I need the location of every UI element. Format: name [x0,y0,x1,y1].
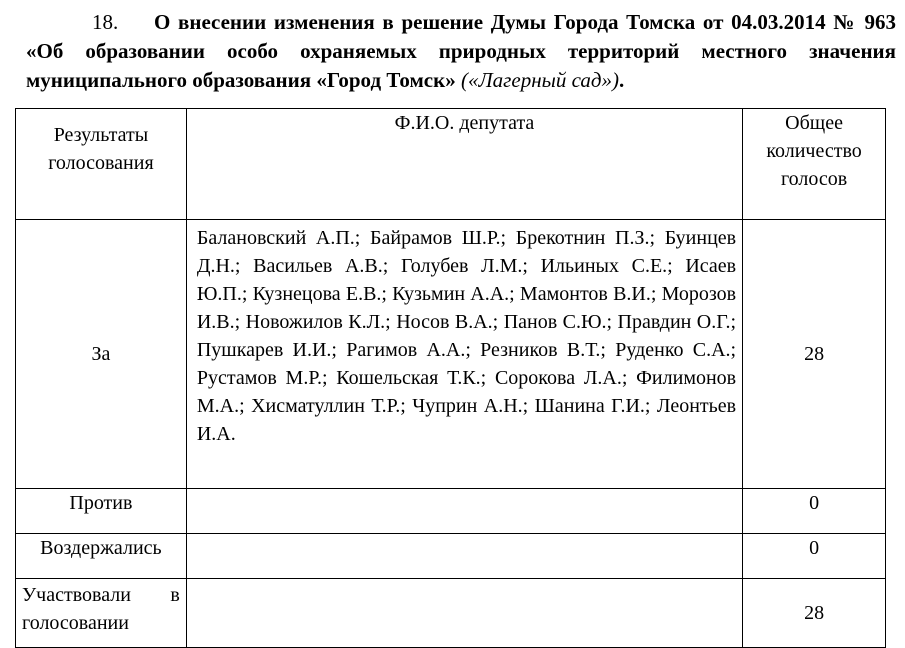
item-title: О внесении изменения в решение Думы Города Томска от 04.03.2014 № 963 «Об образовании особо охраняемых природных территорий местного значения муниципального образования «Город Томск» [26,10,896,92]
deputies-cell: Балановский А.П.; Байрамов Ш.Р.; Брекотнин П.З.; Буинцев Д.Н.; Васильев А.В.; Голубев Л.М.; Ильиных С.Е.; Исаев Ю.П.; Кузнецова Е.В.; Кузьмин А.А.; Мамонтов В.И.; Морозов И.В.; Новожилов К.Л.; Носов В.А.; Панов С.Ю.; Правдин О.Г.; Пушкарев И.И.; Рагимов А.А.; Резников В.Т.; Руденко С.А.; Рустамов М.Р.; Кошельская Т.К.; Сорокова Л.А.; Филимонов М.А.; Хисматуллин Т.Р.; Чуприн А.Н.; Шанина Г.И.; Леонтьев И.А. [186,220,742,489]
table-row-against [16,489,886,534]
header-deputies: Ф.И.О. депутата [186,109,742,220]
voting-results-table [15,108,886,648]
header-total: Общее количество голосов [743,109,886,220]
table-row-participated [16,579,886,648]
header-results: Результаты голосования [16,109,187,220]
table-header-row [16,109,886,220]
deputies-cell [186,534,742,579]
result-cell: Участвовали в голосовании [16,579,187,648]
total-cell: 0 [743,489,886,534]
deputies-cell [186,489,742,534]
result-cell: Воздержались [16,534,187,579]
total-cell: 28 [743,579,886,648]
agenda-item-heading [26,8,896,95]
item-title-end: . [618,68,625,92]
total-cell: 28 [743,220,886,489]
result-cell: За [16,220,187,489]
total-cell: 0 [743,534,886,579]
table-row-for [16,220,886,489]
item-title-suffix: («Лагерный сад») [460,68,619,92]
item-number: 18. [92,10,119,34]
table-row-abstained [16,534,886,579]
result-cell: Против [16,489,187,534]
deputies-cell [186,579,742,648]
